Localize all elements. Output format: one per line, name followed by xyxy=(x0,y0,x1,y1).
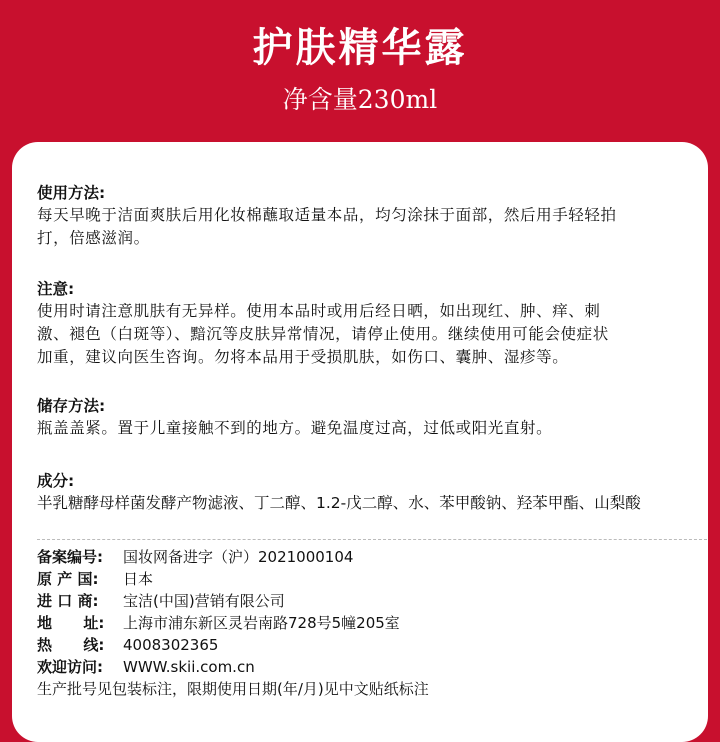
header-banner xyxy=(0,0,720,140)
storage-section xyxy=(37,395,687,440)
note-heading: 注意: xyxy=(37,280,75,298)
address-label: 地 址: xyxy=(37,614,105,632)
usage-section xyxy=(37,182,687,250)
info-panel xyxy=(12,142,708,742)
storage-heading: 储存方法: xyxy=(37,397,106,415)
batch-note: 生产批号见包装标注，限期使用日期(年/月)见中文贴纸标注 xyxy=(37,680,429,698)
registration-label: 备案编号: xyxy=(37,548,103,566)
hotline-row xyxy=(37,634,687,656)
dashed-divider xyxy=(37,539,707,540)
usage-heading: 使用方法: xyxy=(37,184,106,202)
usage-line: 每天早晚于洁面爽肤后用化妆棉蘸取适量本品，均匀涂抹于面部，然后用手轻轻拍 xyxy=(37,206,617,224)
website-row xyxy=(37,656,687,678)
note-line: 激、褪色（白斑等）、黯沉等皮肤异常情况，请停止使用。继续使用可能会使症状 xyxy=(37,325,609,343)
registration-row xyxy=(37,546,687,568)
note-line: 加重，建议向医生咨询。勿将本品用于受损肌肤，如伤口、囊肿、湿疹等。 xyxy=(37,348,569,366)
usage-line: 打，倍感滋润。 xyxy=(37,229,150,247)
importer-label: 进 口 商: xyxy=(37,592,99,610)
website-link[interactable]: WWW.skii.com.cn xyxy=(123,658,255,676)
website-label: 欢迎访问: xyxy=(37,658,103,676)
address-value: 上海市浦东新区灵岩南路728号5幢205室 xyxy=(123,614,400,632)
origin-label: 原 产 国: xyxy=(37,570,99,588)
storage-line: 瓶盖盖紧。置于儿童接触不到的地方。避免温度过高，过低或阳光直射。 xyxy=(37,419,553,437)
origin-row xyxy=(37,568,687,590)
address-row xyxy=(37,612,687,634)
panel-content xyxy=(37,182,687,700)
hotline-value: 4008302365 xyxy=(123,636,219,654)
note-section xyxy=(37,278,687,369)
ingredients-section xyxy=(37,470,687,515)
ingredients-line: 半乳糖酵母样菌发酵产物滤液、丁二醇、1.2-戊二醇、水、苯甲酸钠、羟苯甲酯、山梨酸 xyxy=(37,494,641,512)
info-block xyxy=(37,546,687,700)
net-content: 净含量230ml xyxy=(282,85,438,114)
product-title: 护肤精华露 xyxy=(252,25,468,71)
registration-value: 国妆网备进字（沪）2021000104 xyxy=(123,548,354,566)
hotline-label: 热 线: xyxy=(37,636,105,654)
importer-row xyxy=(37,590,687,612)
importer-value: 宝洁(中国)营销有限公司 xyxy=(123,592,285,610)
ingredients-heading: 成分: xyxy=(37,472,75,490)
note-line: 使用时请注意肌肤有无异样。使用本品时或用后经日晒，如出现红、肿、痒、刺 xyxy=(37,302,601,320)
origin-value: 日本 xyxy=(123,570,154,588)
